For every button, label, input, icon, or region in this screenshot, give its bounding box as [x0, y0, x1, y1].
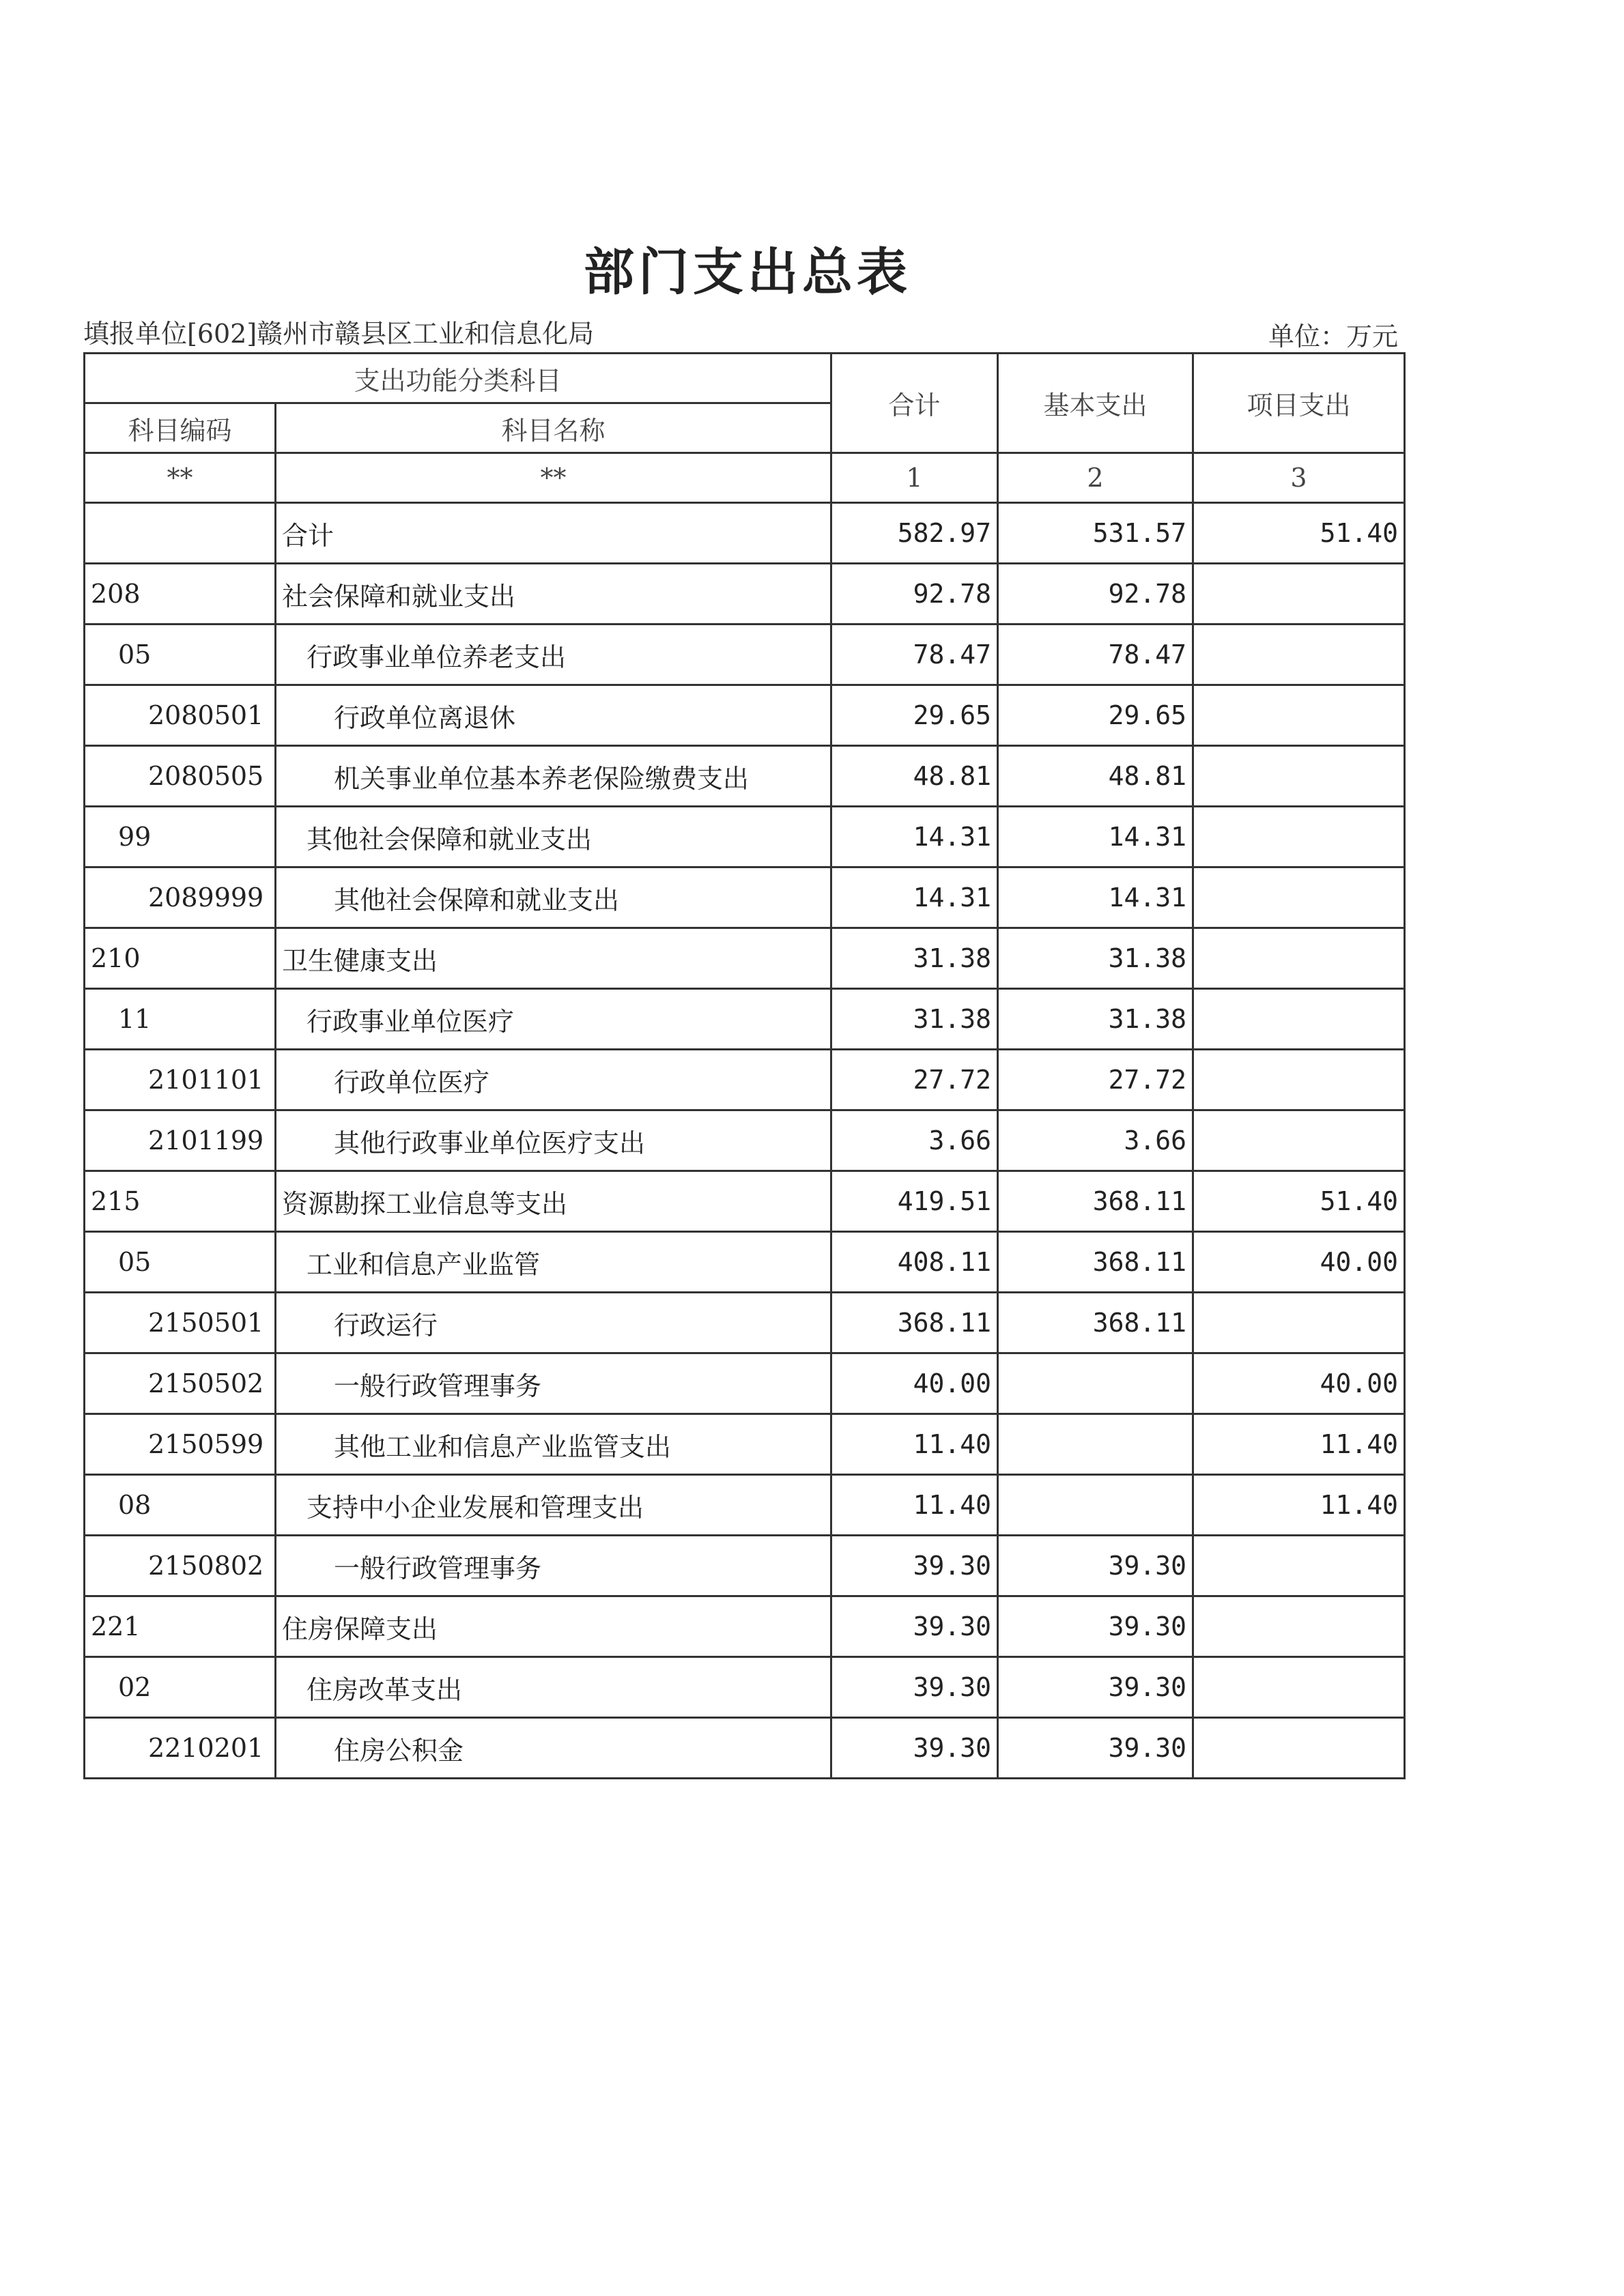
row-total: 39.30	[831, 1536, 998, 1596]
table-row	[85, 564, 1405, 625]
row-total: 408.11	[831, 1232, 998, 1293]
row-total: 14.31	[831, 807, 998, 867]
header-project: 项目支出	[1193, 354, 1405, 453]
table-row	[85, 989, 1405, 1050]
row-basic: 14.31	[998, 867, 1193, 928]
table-row	[85, 1536, 1405, 1596]
row-basic	[998, 1475, 1193, 1536]
table-row	[85, 1718, 1405, 1779]
row-basic: 39.30	[998, 1596, 1193, 1657]
row-code: 208	[85, 564, 276, 625]
row-code: 2210201	[85, 1718, 276, 1779]
row-code: 05	[85, 1232, 276, 1293]
row-total: 40.00	[831, 1353, 998, 1414]
header-total: 合计	[831, 354, 998, 453]
row-basic: 368.11	[998, 1293, 1193, 1353]
row-project	[1193, 807, 1405, 867]
row-basic: 531.57	[998, 503, 1193, 564]
row-code: 2101199	[85, 1110, 276, 1171]
row-project: 40.00	[1193, 1353, 1405, 1414]
row-code: 02	[85, 1657, 276, 1718]
row-project	[1193, 1110, 1405, 1171]
table-row	[85, 1475, 1405, 1536]
row-code: 221	[85, 1596, 276, 1657]
expenditure-table	[83, 352, 1406, 1779]
row-basic: 29.65	[998, 685, 1193, 746]
marker-2: 2	[998, 453, 1193, 503]
row-total: 14.31	[831, 867, 998, 928]
header-basic: 基本支出	[998, 354, 1193, 453]
row-basic: 27.72	[998, 1050, 1193, 1110]
row-project: 11.40	[1193, 1475, 1405, 1536]
row-total: 419.51	[831, 1171, 998, 1232]
header-row-group	[85, 354, 1405, 403]
row-project: 51.40	[1193, 1171, 1405, 1232]
table-row	[85, 1353, 1405, 1414]
row-name: 机关事业单位基本养老保险缴费支出	[276, 746, 831, 807]
row-code	[85, 503, 276, 564]
row-project: 11.40	[1193, 1414, 1405, 1475]
row-name: 合计	[276, 503, 831, 564]
table-row	[85, 1232, 1405, 1293]
row-name: 工业和信息产业监管	[276, 1232, 831, 1293]
header-function-group: 支出功能分类科目	[85, 354, 831, 403]
row-project	[1193, 625, 1405, 685]
row-total: 92.78	[831, 564, 998, 625]
row-code: 05	[85, 625, 276, 685]
row-code: 2150599	[85, 1414, 276, 1475]
row-total: 3.66	[831, 1110, 998, 1171]
row-name: 资源勘探工业信息等支出	[276, 1171, 831, 1232]
row-basic	[998, 1414, 1193, 1475]
row-name: 住房改革支出	[276, 1657, 831, 1718]
page-title: 部门支出总表	[584, 243, 911, 302]
row-total: 11.40	[831, 1475, 998, 1536]
row-project	[1193, 989, 1405, 1050]
row-basic: 78.47	[998, 625, 1193, 685]
row-total: 39.30	[831, 1657, 998, 1718]
row-code: 2150501	[85, 1293, 276, 1353]
row-total: 29.65	[831, 685, 998, 746]
row-basic: 39.30	[998, 1718, 1193, 1779]
row-name: 其他工业和信息产业监管支出	[276, 1414, 831, 1475]
row-basic: 92.78	[998, 564, 1193, 625]
row-code: 210	[85, 928, 276, 989]
table-row	[85, 1414, 1405, 1475]
row-code: 99	[85, 807, 276, 867]
table-row	[85, 1171, 1405, 1232]
row-code: 2101101	[85, 1050, 276, 1110]
table-row	[85, 746, 1405, 807]
marker-1: 1	[831, 453, 998, 503]
row-project	[1193, 867, 1405, 928]
row-project: 40.00	[1193, 1232, 1405, 1293]
row-code: 2080505	[85, 746, 276, 807]
row-basic: 31.38	[998, 989, 1193, 1050]
row-basic: 3.66	[998, 1110, 1193, 1171]
header-name: 科目名称	[276, 403, 831, 453]
marker-3: 3	[1193, 453, 1405, 503]
row-name: 支持中小企业发展和管理支出	[276, 1475, 831, 1536]
row-basic	[998, 1353, 1193, 1414]
table-row	[85, 928, 1405, 989]
row-name: 行政事业单位养老支出	[276, 625, 831, 685]
row-project	[1193, 1718, 1405, 1779]
table-row	[85, 685, 1405, 746]
row-total: 11.40	[831, 1414, 998, 1475]
header-row-markers	[85, 453, 1405, 503]
row-project	[1193, 1536, 1405, 1596]
table-row	[85, 503, 1405, 564]
table-row	[85, 1110, 1405, 1171]
row-total: 39.30	[831, 1718, 998, 1779]
row-code: 2150502	[85, 1353, 276, 1414]
row-project	[1193, 928, 1405, 989]
table-row	[85, 1050, 1405, 1110]
row-name: 住房公积金	[276, 1718, 831, 1779]
row-project	[1193, 1596, 1405, 1657]
row-name: 其他社会保障和就业支出	[276, 867, 831, 928]
row-project: 51.40	[1193, 503, 1405, 564]
row-total: 39.30	[831, 1596, 998, 1657]
row-total: 27.72	[831, 1050, 998, 1110]
row-name: 行政单位离退休	[276, 685, 831, 746]
row-basic: 368.11	[998, 1171, 1193, 1232]
row-basic: 48.81	[998, 746, 1193, 807]
row-code: 2089999	[85, 867, 276, 928]
table-row	[85, 807, 1405, 867]
row-code: 2080501	[85, 685, 276, 746]
row-total: 78.47	[831, 625, 998, 685]
row-name: 其他行政事业单位医疗支出	[276, 1110, 831, 1171]
row-total: 368.11	[831, 1293, 998, 1353]
row-basic: 39.30	[998, 1536, 1193, 1596]
row-code: 11	[85, 989, 276, 1050]
row-code: 08	[85, 1475, 276, 1536]
row-name: 行政运行	[276, 1293, 831, 1353]
row-project	[1193, 1293, 1405, 1353]
row-name: 住房保障支出	[276, 1596, 831, 1657]
row-basic: 39.30	[998, 1657, 1193, 1718]
table-row	[85, 1596, 1405, 1657]
unit-label: 单位：万元	[1268, 321, 1398, 351]
table-row	[85, 1657, 1405, 1718]
row-basic: 14.31	[998, 807, 1193, 867]
table-row	[85, 625, 1405, 685]
row-basic: 31.38	[998, 928, 1193, 989]
row-project	[1193, 685, 1405, 746]
marker-code: **	[85, 453, 276, 503]
row-code: 215	[85, 1171, 276, 1232]
row-project	[1193, 1050, 1405, 1110]
row-name: 一般行政管理事务	[276, 1536, 831, 1596]
row-name: 行政单位医疗	[276, 1050, 831, 1110]
row-name: 卫生健康支出	[276, 928, 831, 989]
table-row	[85, 867, 1405, 928]
row-project	[1193, 564, 1405, 625]
row-name: 一般行政管理事务	[276, 1353, 831, 1414]
row-total: 31.38	[831, 989, 998, 1050]
row-project	[1193, 746, 1405, 807]
row-basic: 368.11	[998, 1232, 1193, 1293]
row-project	[1193, 1657, 1405, 1718]
row-total: 582.97	[831, 503, 998, 564]
header-code: 科目编码	[85, 403, 276, 453]
row-code: 2150802	[85, 1536, 276, 1596]
row-name: 其他社会保障和就业支出	[276, 807, 831, 867]
row-name: 行政事业单位医疗	[276, 989, 831, 1050]
row-total: 31.38	[831, 928, 998, 989]
marker-name: **	[276, 453, 831, 503]
table-row	[85, 1293, 1405, 1353]
reporting-unit: 填报单位[602]赣州市赣县区工业和信息化局	[83, 319, 595, 349]
row-name: 社会保障和就业支出	[276, 564, 831, 625]
row-total: 48.81	[831, 746, 998, 807]
